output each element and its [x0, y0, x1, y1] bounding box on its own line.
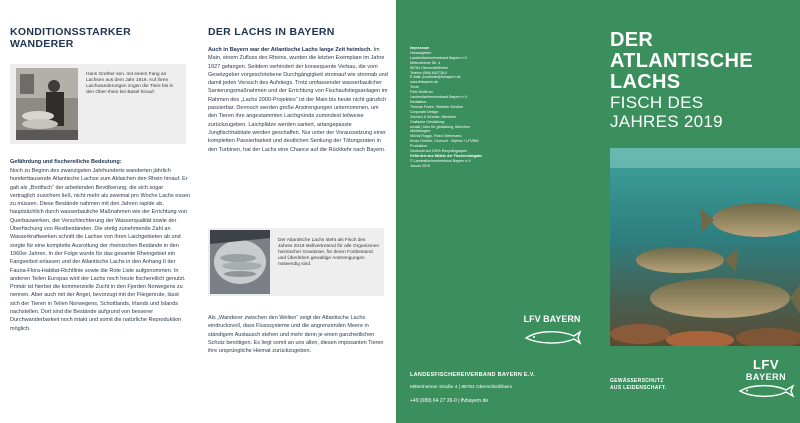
historic-photo: [16, 68, 78, 140]
panel-konditionsstarker-wanderer: [0, 0, 196, 423]
imprint-line: Landesfischereiverband Bayern e.V.: [410, 95, 468, 100]
organization-contact[interactable]: +49 (089) 64 27 26-0 | lfvbayern.de: [410, 398, 489, 404]
slogan: GEWÄSSERSCHUTZ AUS LEIDENSCHAFT.: [610, 378, 667, 391]
imprint-line: E-Mail: poststelle@lfvbayern.de: [410, 75, 461, 80]
imprint-block: [410, 46, 530, 169]
closing-text: Als „Wanderer zwischen den Welten“ zeigt der Atlantische Lachs eindrucksvoll, dass Flusssysteme und die angrenzenden Meere in ständigem Austausch stehen und mehr denn je einen ganzheitlichen Schutz benötigen. Es liegt somit an uns allen, diesen imposanten Tieren ihre ursprüngliche Heimat zurückzugeben.: [208, 315, 384, 355]
imprint-line: Gefördert aus Mitteln der Fischereiabgabe: [410, 153, 483, 158]
panel-cover: [596, 0, 800, 423]
subheading: Gefährdung und fischereiliche Bedeutung:: [10, 159, 122, 165]
imprint-line: Redaktion:: [410, 99, 428, 104]
cover-subtitle: FISCH DES JAHRES 2019: [610, 93, 723, 131]
panel-lachs-in-bayern: [196, 0, 396, 423]
imprint-line: Texte:: [410, 85, 420, 90]
imprint-line: © Landesfischereiverband Bayern e.V.: [410, 158, 472, 163]
salmon-underwater-photo: [610, 148, 800, 346]
imprint-line: Abbildungen:: [410, 129, 431, 134]
photo-caption: Hans Grether sen. mit einem Fang an Lachsen aus dem Jahr 1916. Auf ihren Laichwanderungen zogen die Tiere bis in den Ober-rhein bei Basel hinauf.: [86, 72, 174, 95]
lfv-logo: [520, 312, 584, 351]
organization-name: LANDESFISCHEREIVERBAND BAYERN E.V.: [410, 372, 536, 378]
fish-logo-icon: [736, 382, 796, 400]
imprint-line: Zeichen & Wunder, München: [410, 114, 457, 119]
imprint-line: Felix Wollfrum: [410, 90, 433, 95]
cover-title: DER ATLANTISCHE LACHS: [610, 29, 753, 93]
panel-impressum: [396, 0, 596, 423]
imprint-line: Mittenheimer Str. 4: [410, 60, 441, 65]
section-heading: KONDITIONSSTARKER WANDERER: [10, 26, 131, 50]
imprint-line: Impressum: [410, 46, 430, 50]
imprint-line: schalk | büro für gestaltung, München: [410, 124, 470, 129]
imprint-line: Emse Grether, Gronoch - Wyhlen / LFVBW: [410, 139, 479, 144]
organization-address: Mittenheimer Straße 4 | 85764 Oberschleißheim: [410, 385, 513, 390]
svg-text:LFV BAYERN: LFV BAYERN: [523, 314, 581, 324]
fish-logo-icon: [520, 312, 584, 346]
imprint-line: Produktion:: [410, 144, 429, 149]
photo-caption: Der Atlantische Lachs steht als Fisch des Jahres 2019 stellvertretend für alle Organismen heimischer Gewässer, für deren Fortbestand und Überleben gewaltige Anstrengungen notwendig sind.: [278, 238, 380, 267]
imprint-line: Gedruckt auf 100% Recyclingpapier: [410, 149, 468, 154]
body-text: Noch zu Beginn des zwanzigsten Jahrhunderts wanderten jährlich hunderttausende Atlantische Lachse zum Ablaichen den Rhein hinauf. Er galt als „Brotfisch“ der arbeitenden Bevölkerung, die sich sogar vertraglich zusichern ließ, nicht mehr als zweimal pro Woche Lachs essen zu müssen. Diese Bestände nahmen mit den Jahren rapide ab, hauptsächlich durch wasserbauliche Maßnahmen wie der Errichtung von Querbauwerken, der Verschlechterung der Wasserqualität sowie der Überfischung von Restbeständen. Die stetig zunehmende Zahl an Wasserkraftwerken schnitt die Lachse von ihren Laichgebieten ab und sorgte für eine komplette Ausrottung der rheinischen Bestände in den 1960er Jahren. In der Folge wurde für das gesamte Rheingebiet ein Fangverbot erlassen und der Atlantische Lachs in den Anhang II der Fauna-Flora-Habitat-Richtlinie sowie die Rote Liste aufgenommen. In anderen Teilen Europas wird der Lachs noch heute fischereilich genutzt. Primär ist hierbei die kommerzielle Zucht in den Fjorden Norwegens zu nennen. Aber auch mit der Angel, bevorzugt mit der Fliegenrute, lässt sich der Tieren in Teilen Norwegens, Schottlands, Irlands und Islands nachstellen. Dort sind die Bestände aufgrund von besserer Durchwanderbarkeit noch intakt und somit die natürliche Reproduktion möglich.: [10, 168, 190, 332]
imprint-line: www.lfvbayern.de: [410, 80, 439, 85]
imprint-line: Herausgeber:: [410, 50, 432, 55]
fish-market-photo: [210, 230, 270, 294]
imprint-line: Landesfischereiverband Bayern e.V.: [410, 55, 468, 60]
imprint-line: Januar 2019: [410, 163, 430, 168]
imprint-line: Grafische Gestaltung:: [410, 119, 445, 124]
imprint-line: Corporate Design:: [410, 109, 440, 114]
body-text: Auch in Bayern war der Atlantische Lachs lange Zeit heimisch. Im Main, einem Zufluss des Rheins, wurden die letzten Exemplare im Jahre 1927 gefangen. Seitdem verhindert der konsequente Verbau, die vom Gesetzgeber vorgeschriebene Durchgängigkeit stromauf wie stromab und damit jeden Versuch des Aufstiegs. Trotz umfassender wasserbaulicher Sanierungsmaßnahmen und der Errichtung von Fischaufstiegsanlagen im Rahmen des „Lachs 2000-Projektes“ ist der Main bis heute nicht gänzlich passierbar. Dennoch werden große Anstrengungen unternommen, um den Tieren ihre angestammten Laichgründe zumindest teilweise zurückzugeben. Laichplätze werden saniert, artangepasste Jungfischhabitate werden geschaffen. Nur unter der Voraussetzung einer kompletten Passierbarkeit und deutlichen Senkung der Tötungsraten in den Turbinen, hat der Lachs eine Chance auf die Rückkehr nach Bayern.: [208, 47, 388, 153]
imprint-line: Telefon (089) 642726-0: [410, 70, 448, 75]
imprint-line: 85764 Oberschleißheim: [410, 65, 449, 70]
imprint-line: Thomas Funke, Stefanie Schütze: [410, 104, 464, 109]
section-heading: DER LACHS IN BAYERN: [208, 26, 335, 38]
lfv-logo: LFV BAYERN: [736, 358, 796, 405]
imprint-line: Michal Roggo, Franz Steinmann,: [410, 134, 463, 139]
